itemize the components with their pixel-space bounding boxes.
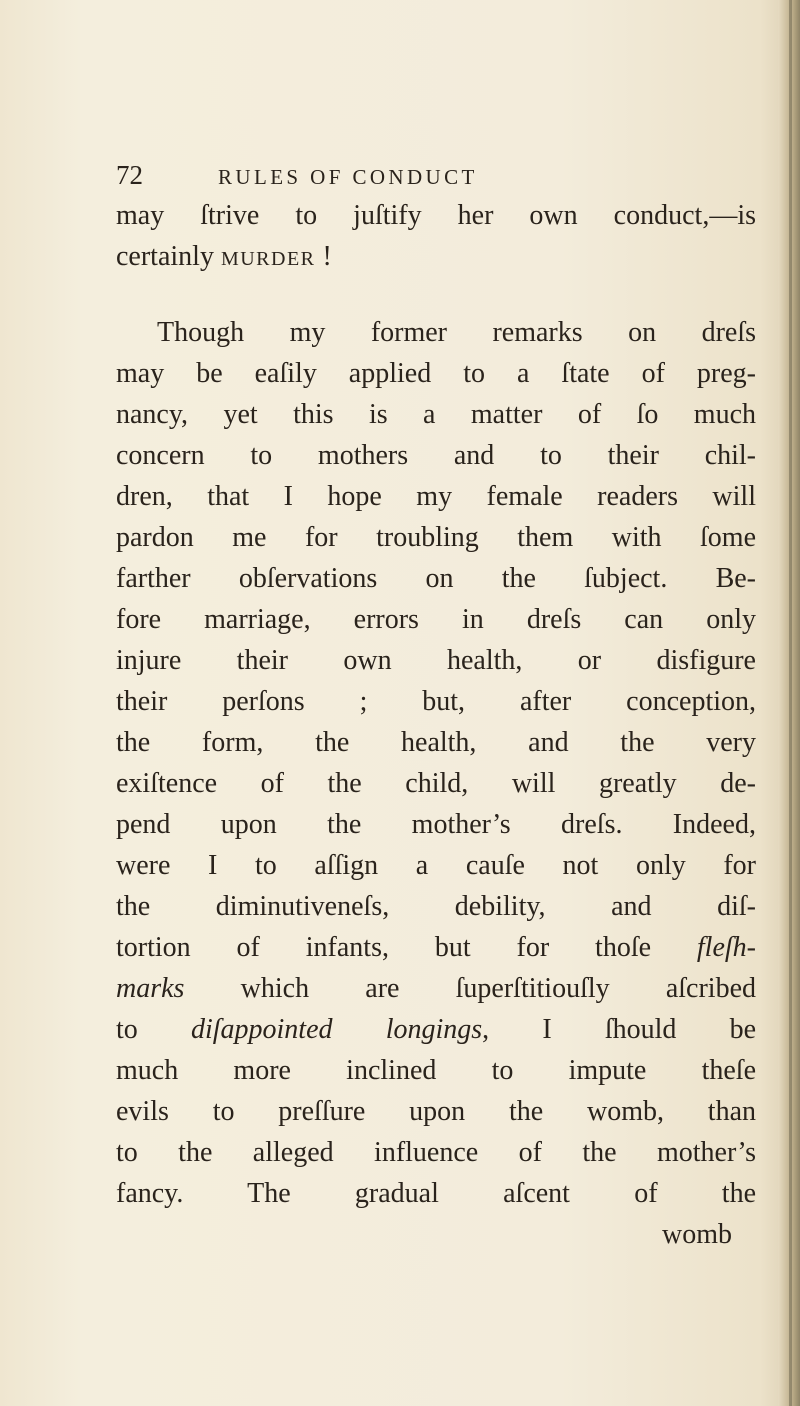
- page-header: [116, 160, 586, 192]
- text-fragment: tortion of infants, but for thoſe: [116, 932, 697, 963]
- text-line: pardon me for troubling them with ſome: [116, 522, 756, 553]
- text-line: were I to aſſign a cauſe not only for: [116, 850, 756, 881]
- text-line: the diminutiveneſs, debility, and diſ-: [116, 891, 756, 922]
- text-line: much more inclined to impute theſe: [116, 1055, 756, 1086]
- text-fragment: which are ſuperſtitiouſly aſcribed: [184, 973, 756, 1004]
- text-line: [116, 1009, 756, 1050]
- text-line: Though my former remarks on dreſs: [157, 317, 756, 348]
- paragraph-gap: [116, 277, 756, 312]
- text-line: dren, that I hope my female readers will: [116, 481, 756, 512]
- text-fragment: !: [315, 241, 332, 272]
- text-line: [116, 927, 756, 968]
- text-line: pend upon the mother’s dreſs. Indeed,: [116, 809, 756, 840]
- catchword: womb: [662, 1219, 732, 1250]
- text-line: the form, the health, and the very: [116, 727, 756, 758]
- text-fragment: to: [116, 1014, 191, 1045]
- text-fragment: , I ſhould be: [482, 1014, 757, 1045]
- binding-shadow: [789, 0, 792, 1406]
- text-line: concern to mothers and to their chil-: [116, 440, 756, 471]
- emphasis-italic: diſappointed longings: [190, 1014, 483, 1045]
- text-line: may ſtrive to juſtify her own conduct,—is: [116, 200, 756, 231]
- text-line: fancy. The gradual aſcent of the: [116, 1178, 756, 1209]
- text-line: their perſons ; but, after conception,: [116, 686, 756, 717]
- text-line: to the alleged influence of the mother’s: [116, 1137, 756, 1168]
- text-line: exiſtence of the child, will greatly de-: [116, 768, 756, 799]
- emphasis-italic: marks: [116, 973, 185, 1004]
- running-head: RULES OF CONDUCT: [218, 165, 478, 189]
- text-line: evils to preſſure upon the womb, than: [116, 1096, 756, 1127]
- emphasis-smallcaps: murder: [220, 241, 316, 272]
- text-line: injure their own health, or disfigure: [116, 645, 756, 676]
- emphasis-italic: fleſh-: [696, 932, 756, 963]
- text-line: may be eaſily applied to a ſtate of preg-: [116, 358, 756, 389]
- body-text: [116, 195, 756, 1255]
- text-line: fore marriage, errors in dreſs can only: [116, 604, 756, 635]
- text-line: farther obſervations on the ſubject. Be-: [116, 563, 756, 594]
- text-line: nancy, yet this is a matter of ſo much: [116, 399, 756, 430]
- text-fragment: certainly: [116, 241, 221, 272]
- text-line: [116, 236, 756, 277]
- text-line: [116, 968, 756, 1009]
- page-number: 72: [116, 160, 143, 190]
